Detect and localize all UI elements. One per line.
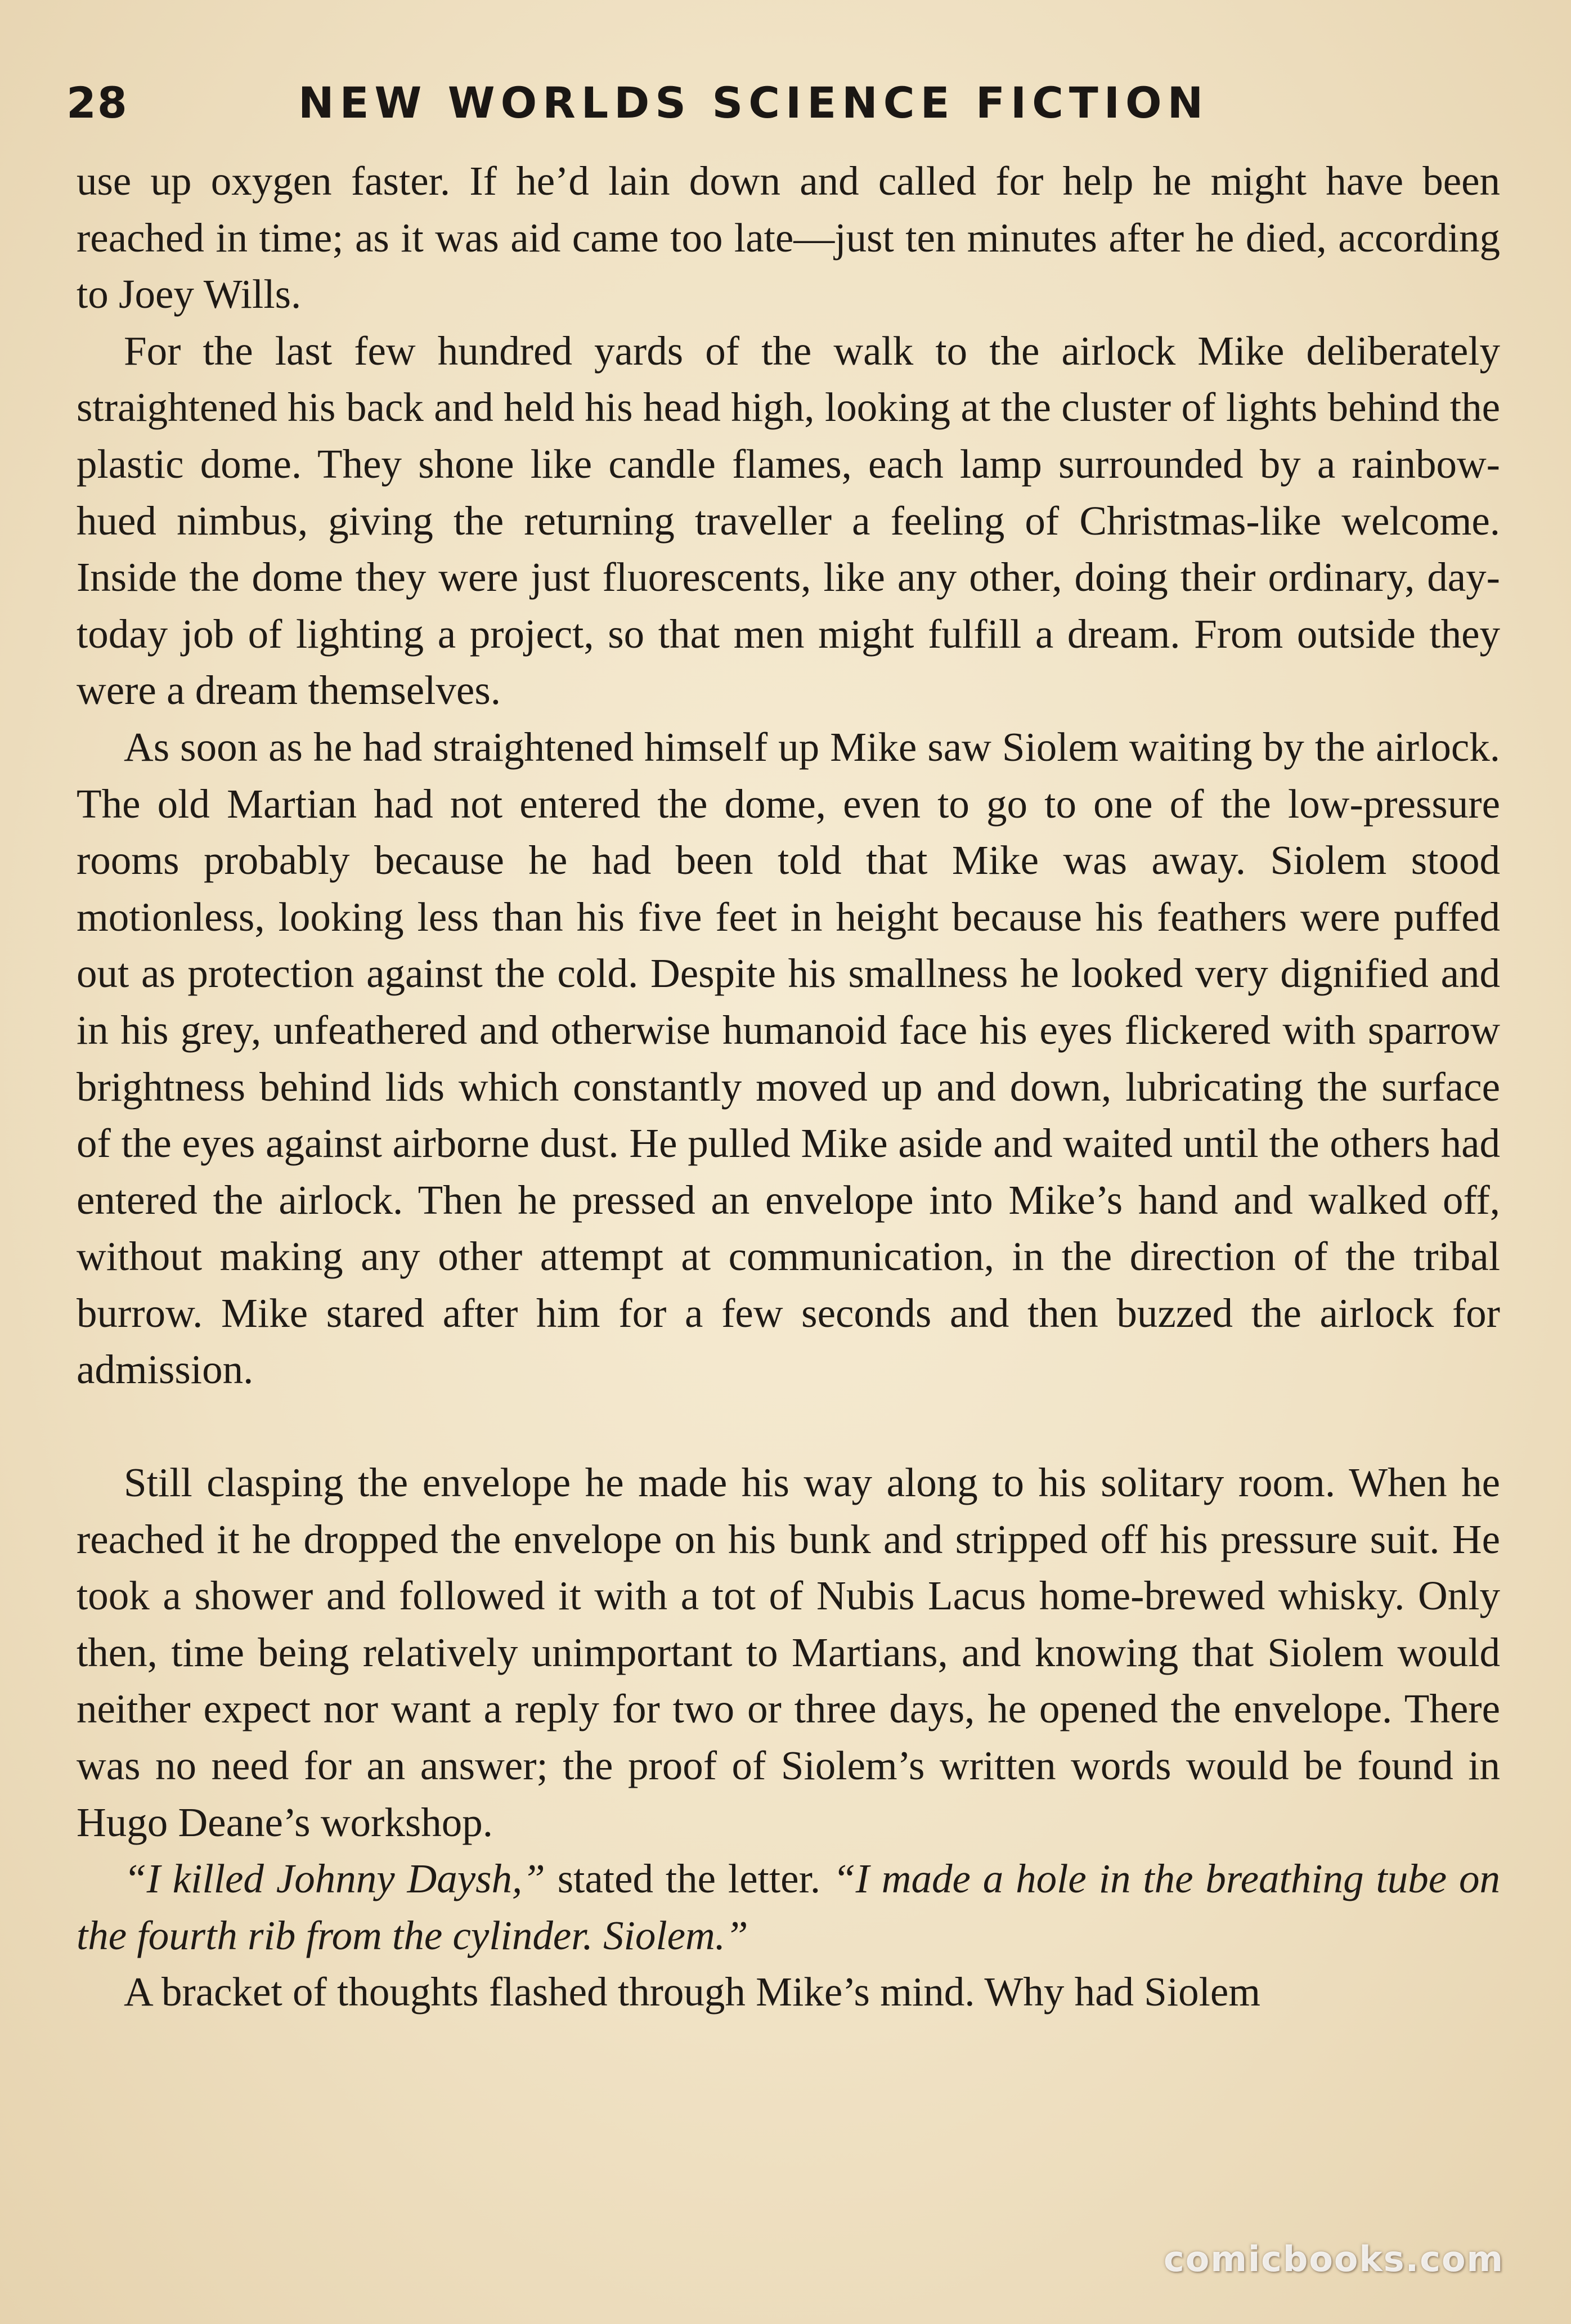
paragraph-bracket-of-thoughts: A bracket of thoughts flashed through Mike’s mind. Why had Siolem	[124, 1969, 1261, 2015]
story-text	[77, 153, 1500, 2021]
paragraph-continuation: use up oxygen faster. If he’d lain down and called for help he might have been reached in time; as it was aid came too late—just ten minutes after he died, according to Joey Wills.	[77, 158, 1500, 317]
watermark: comicbooks.com	[1164, 2238, 1505, 2280]
letter-quote-attribution: stated the letter.	[545, 1856, 833, 1902]
page-number: 28	[66, 78, 128, 128]
paragraph-envelope: Still clasping the envelope he made his way along to his solitary room. When he reached it he dropped the envelope on his bunk and stripped off his pressure suit. He took a shower and followed it with a tot of Nubis Lacus home-brewed whisky. Only then, time being relatively unimportant to Martians, and knowing that Siolem would neither expect nor want a reply for two or three days, he opened the envelope. There was no need for an answer; the proof of Siolem’s written words would be found in Hugo Deane’s workshop.	[77, 1460, 1500, 1845]
letter-quote-part-2: “I made a hole in the breathing tube on the fourth rib from the cylinder. Siolem.”	[77, 1856, 1501, 1958]
magazine-title: NEW WORLDS SCIENCE FICTION	[298, 78, 1209, 128]
paragraph-letter-quote	[77, 1851, 1500, 1964]
paragraph-siolem-waiting: As soon as he had straightened himself up Mike saw Siolem waiting by the airlock. The old Martian had not entered the dome, even to go to one of the low-pressure rooms probably because he had been told that Mike was away. Siolem stood motionless, looking less than his five feet in height because his feathers were puffed out as protection against the cold. Despite his smallness he looked very dignified and in his grey, unfeathered and otherwise humanoid face his eyes flickered with sparrow brightness behind lids which constantly moved up and down, lubricating the surface of the eyes against airborne dust. He pulled Mike aside and waited until the others had entered the airlock. Then he pressed an envelope into Mike’s hand and walked off, without making any other attempt at communication, in the direction of the tribal burrow. Mike stared after him for a few seconds and then buzzed the airlock for admission.	[77, 724, 1500, 1393]
running-head	[66, 72, 1507, 134]
paragraph-walk-to-airlock: For the last few hundred yards of the walk to the airlock Mike deliberately straightened his back and held his head high, looking at the cluster of lights behind the plastic dome. They shone like candle flames, each lamp surrounded by a rainbow-hued nimbus, giving the returning traveller a feeling of Christmas-like welcome. Inside the dome they were just fluorescents, like any other, doing their ordinary, day-today job of lighting a project, so that men might fulfill a dream. From outside they were a dream themselves.	[77, 327, 1500, 714]
letter-quote-part-1: “I killed Johnny Daysh,”	[124, 1856, 545, 1902]
